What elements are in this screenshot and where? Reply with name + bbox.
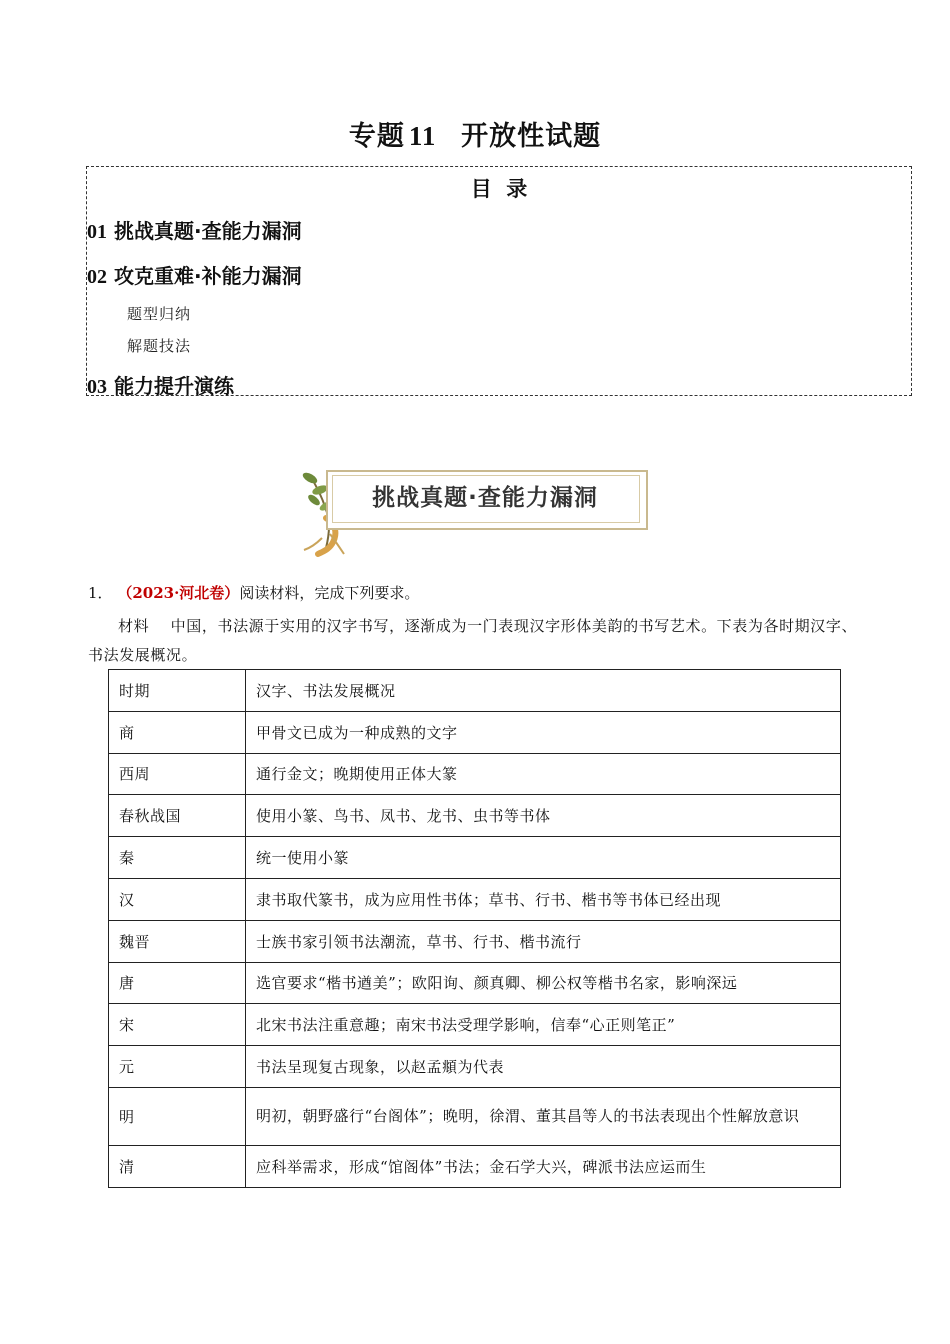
table-row bbox=[109, 753, 841, 795]
material-paragraph: 材料 中国，书法源于实用的汉字书写，逐渐成为一门表现汉字形体美韵的书写艺术。下表为各时期汉字、书法发展概况。 bbox=[88, 617, 858, 664]
table-row bbox=[109, 1046, 841, 1088]
period-cell: 春秋战国 bbox=[109, 795, 246, 837]
banner-label: 挑战真题·查能力漏洞 bbox=[372, 485, 598, 511]
period-cell: 元 bbox=[109, 1046, 246, 1088]
toc-item-label: 能力提升演练 bbox=[113, 374, 234, 398]
table-row bbox=[109, 837, 841, 879]
period-cell: 宋 bbox=[109, 1004, 246, 1046]
table-row bbox=[109, 1145, 841, 1187]
table-row bbox=[109, 711, 841, 753]
period-cell: 商 bbox=[109, 711, 246, 753]
period-cell: 汉 bbox=[109, 878, 246, 920]
period-cell: 西周 bbox=[109, 753, 246, 795]
period-cell: 清 bbox=[109, 1145, 246, 1187]
toc-item-02[interactable] bbox=[87, 260, 302, 289]
table-row bbox=[109, 795, 841, 837]
question-number: 1． bbox=[88, 584, 113, 602]
toc-item-03[interactable] bbox=[87, 370, 234, 399]
header-cell: 时期 bbox=[109, 670, 246, 712]
table-row bbox=[109, 1004, 841, 1046]
overview-cell: 应科举需求，形成“馆阁体”书法；金石学大兴，碑派书法应运而生 bbox=[246, 1145, 841, 1187]
table-row bbox=[109, 878, 841, 920]
table-row bbox=[109, 920, 841, 962]
period-cell: 唐 bbox=[109, 962, 246, 1004]
question-stem bbox=[88, 582, 419, 603]
overview-cell: 通行金文；晚期使用正体大篆 bbox=[246, 753, 841, 795]
title-number: 11 bbox=[408, 121, 437, 151]
table-header-row bbox=[109, 670, 841, 712]
toc-heading: 目 录 bbox=[470, 177, 528, 201]
overview-cell: 甲骨文已成为一种成熟的文字 bbox=[246, 711, 841, 753]
toc-item-num: 02 bbox=[87, 266, 107, 288]
table-row bbox=[109, 962, 841, 1004]
overview-cell: 北宋书法注重意趣；南宋书法受理学影响，信奉“心正则笔正” bbox=[246, 1004, 841, 1046]
overview-cell: 统一使用小篆 bbox=[246, 837, 841, 879]
overview-cell: 隶书取代篆书，成为应用性书体；草书、行书、楷书等书体已经出现 bbox=[246, 878, 841, 920]
history-table bbox=[108, 669, 841, 1188]
section-banner bbox=[296, 468, 646, 554]
toc-item-label: 攻克重难·补能力漏洞 bbox=[113, 264, 302, 288]
toc-item-num: 03 bbox=[87, 376, 107, 398]
overview-cell: 选官要求“楷书遒美”；欧阳询、颜真卿、柳公权等楷书名家，影响深远 bbox=[246, 962, 841, 1004]
toc-sub-item[interactable]: 题型归纳 bbox=[127, 305, 192, 323]
toc-item-01[interactable] bbox=[87, 215, 302, 244]
period-cell: 秦 bbox=[109, 837, 246, 879]
title-prefix: 专题 bbox=[348, 121, 405, 152]
question-source: （2023·河北卷） bbox=[117, 584, 240, 602]
toc-sub-item[interactable]: 解题技法 bbox=[127, 337, 192, 355]
overview-cell: 士族书家引领书法潮流，草书、行书、楷书流行 bbox=[246, 920, 841, 962]
table-row bbox=[109, 1087, 841, 1145]
overview-cell: 书法呈现复古现象，以赵孟頫为代表 bbox=[246, 1046, 841, 1088]
toc-item-label: 挑战真题·查能力漏洞 bbox=[113, 219, 302, 243]
question-instruction: 阅读材料，完成下列要求。 bbox=[239, 584, 420, 602]
toc-item-num: 01 bbox=[87, 221, 107, 243]
header-cell: 汉字、书法发展概况 bbox=[246, 670, 841, 712]
period-cell: 明 bbox=[109, 1087, 246, 1145]
overview-cell: 使用小篆、鸟书、凤书、龙书、虫书等书体 bbox=[246, 795, 841, 837]
page-title bbox=[0, 114, 950, 153]
title-name: 开放性试题 bbox=[461, 121, 602, 152]
period-cell: 魏晋 bbox=[109, 920, 246, 962]
table-of-contents bbox=[86, 166, 912, 396]
overview-cell: 明初，朝野盛行“台阁体”；晚明，徐渭、董其昌等人的书法表现出个性解放意识 bbox=[246, 1087, 841, 1145]
